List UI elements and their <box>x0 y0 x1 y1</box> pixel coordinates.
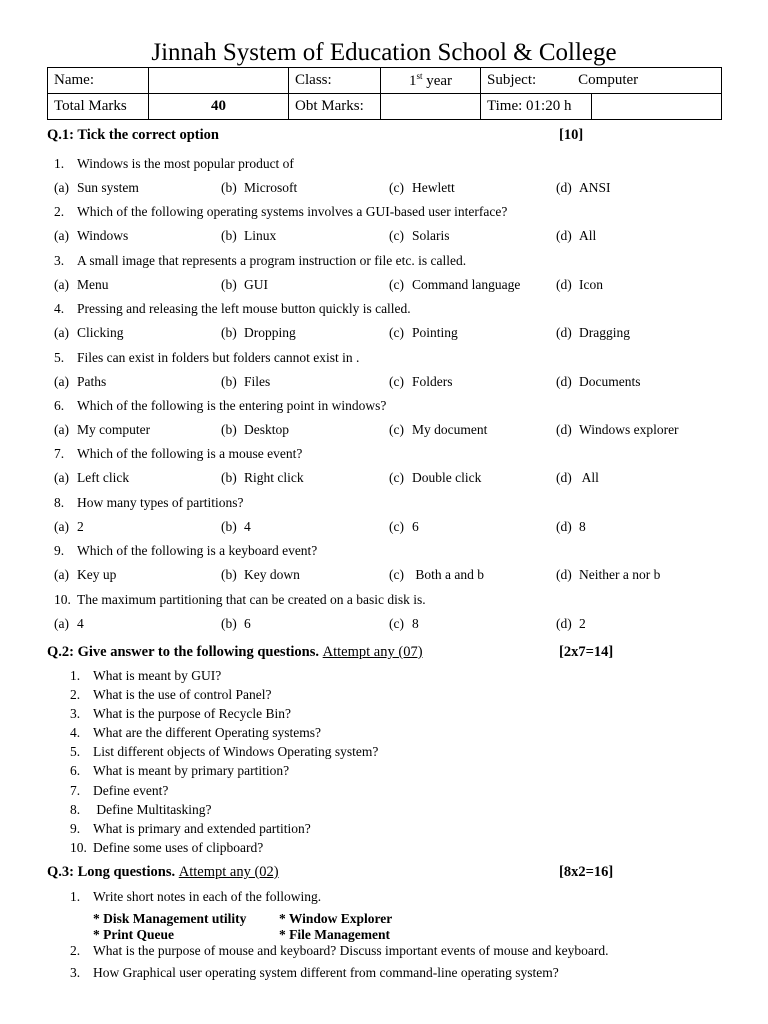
item-text: What is meant by primary partition? <box>93 763 290 779</box>
item-number: 1. <box>70 668 81 683</box>
option-d[interactable] <box>556 275 603 295</box>
option-a[interactable] <box>54 372 106 392</box>
q3-item-3 <box>70 963 559 983</box>
item-number: 6. <box>70 763 81 779</box>
option-b[interactable] <box>221 275 268 295</box>
question-number: 6. <box>54 398 65 413</box>
question-number: 4. <box>54 301 65 317</box>
option-text: ANSI <box>579 180 611 195</box>
item-number: 3. <box>70 706 81 722</box>
item-text: List different objects of Windows Operating system? <box>93 744 379 760</box>
option-letter: (b) <box>221 470 237 486</box>
question-text: How many types of partitions? <box>77 494 244 510</box>
option-c[interactable] <box>389 517 419 537</box>
q3-item-1 <box>70 887 321 907</box>
question-number: 1. <box>54 156 65 171</box>
mcq-question <box>54 541 754 561</box>
option-letter: (b) <box>221 518 237 534</box>
option-text: Dropping <box>244 325 296 341</box>
option-d[interactable] <box>556 614 586 634</box>
item-text: What is primary and extended partition? <box>93 820 311 836</box>
option-text: 6 <box>244 615 251 631</box>
option-text: Microsoft <box>244 180 298 195</box>
option-d[interactable] <box>556 565 660 585</box>
option-text: Folders <box>412 373 453 389</box>
option-d[interactable] <box>556 323 630 343</box>
mcq-options <box>54 614 754 634</box>
item-text: How Graphical user operating system different from command-line operating system? <box>93 965 559 980</box>
item-number: 8. <box>70 801 81 817</box>
option-letter: (c) <box>389 518 404 534</box>
option-letter: (a) <box>54 373 69 389</box>
q2-heading <box>47 642 727 662</box>
q1-heading <box>47 125 727 145</box>
student-info-table <box>47 67 722 120</box>
option-text: Icon <box>579 276 603 292</box>
option-letter: (b) <box>221 567 237 583</box>
option-letter: (b) <box>221 276 237 292</box>
mcq-options <box>54 275 754 295</box>
option-text: Key down <box>244 567 300 583</box>
option-d[interactable] <box>556 468 599 488</box>
time-extra-cell <box>592 94 722 120</box>
item-text: What is meant by GUI? <box>93 668 222 683</box>
obt-marks-label: Obt Marks: <box>289 94 381 120</box>
option-text: Desktop <box>244 422 289 437</box>
item-text: What is the use of control Panel? <box>93 687 272 703</box>
mcq-question <box>54 590 754 610</box>
item-text: Define Multitasking? <box>93 801 212 817</box>
option-d[interactable] <box>556 226 596 246</box>
option-text: Hewlett <box>412 180 455 195</box>
question-number: 8. <box>54 494 65 510</box>
total-marks-value: 40 <box>149 94 289 120</box>
q3-marks: [8x2=16] <box>559 864 614 880</box>
item-number: 2. <box>70 687 81 703</box>
mcq-options <box>54 372 754 392</box>
q2-item <box>52 819 378 838</box>
q3-item-2 <box>70 941 609 961</box>
option-text: Solaris <box>412 228 450 244</box>
option-text: 8 <box>579 518 586 534</box>
item-number: 2. <box>70 943 81 958</box>
option-text: My computer <box>77 422 151 437</box>
option-a[interactable] <box>54 226 128 246</box>
option-text: Key up <box>77 567 117 583</box>
option-text: Files <box>244 373 271 389</box>
option-letter: (d) <box>556 325 572 341</box>
item-text: Define some uses of clipboard? <box>93 839 264 855</box>
mcq-options <box>54 226 754 246</box>
q3-heading <box>47 862 727 882</box>
q2-item <box>52 800 378 819</box>
item-text: What is the purpose of mouse and keyboard? Discuss important events of mouse and keyboard. <box>93 943 609 958</box>
mcq-options <box>54 468 754 488</box>
option-letter: (a) <box>54 470 69 486</box>
option-b[interactable] <box>221 226 276 246</box>
option-letter: (a) <box>54 422 69 437</box>
school-title: Jinnah System of Education School & College <box>151 39 617 66</box>
option-text: 2 <box>77 518 84 534</box>
mcq-options <box>54 323 754 343</box>
sub-item-disk-management: * Disk Management utility <box>93 911 247 926</box>
question-text: Which of the following is a keyboard event? <box>77 543 318 559</box>
mcq-question <box>54 396 754 416</box>
option-letter: (d) <box>556 228 572 244</box>
question-text: Which of the following is the entering point in windows? <box>77 398 387 413</box>
q3-attempt: Attempt any (02) <box>178 864 279 880</box>
option-text: All <box>579 228 597 244</box>
subject-cell <box>481 68 722 94</box>
question-number: 2. <box>54 204 65 220</box>
mcq-question <box>54 444 754 464</box>
q2-item <box>52 781 378 800</box>
question-text: Pressing and releasing the left mouse button quickly is called. <box>77 301 411 317</box>
option-c[interactable] <box>389 226 450 246</box>
option-text: Linux <box>244 228 277 244</box>
item-number: 4. <box>70 725 81 741</box>
option-c[interactable] <box>389 178 455 198</box>
item-number: 10. <box>70 839 87 855</box>
option-text: 6 <box>412 518 419 534</box>
option-b[interactable] <box>221 178 297 198</box>
option-c[interactable] <box>389 275 520 295</box>
question-number: 7. <box>54 446 65 462</box>
option-d[interactable] <box>556 420 679 440</box>
option-c[interactable] <box>389 323 458 343</box>
option-letter: (b) <box>221 180 237 195</box>
option-text: Right click <box>244 470 304 486</box>
question-number: 10. <box>54 591 71 607</box>
q2-item <box>52 704 378 723</box>
mcq-options <box>54 420 754 440</box>
item-number: 7. <box>70 782 81 798</box>
option-letter: (d) <box>556 470 572 486</box>
option-text: Dragging <box>579 325 630 341</box>
time-label: Time: 01:20 h <box>481 94 592 120</box>
q1-title: Q.1: Tick the correct option <box>47 127 219 143</box>
sub-item-window-explorer: * Window Explorer <box>279 911 393 926</box>
mcq-question <box>54 493 754 513</box>
option-c[interactable] <box>389 420 487 440</box>
question-text: Files can exist in folders but folders cannot exist in . <box>77 349 360 365</box>
q2-item <box>52 723 378 742</box>
question-text: A small image that represents a program instruction or file etc. is called. <box>77 252 467 268</box>
mcq-question <box>54 299 754 319</box>
q2-item <box>52 742 378 761</box>
option-letter: (d) <box>556 373 572 389</box>
option-a[interactable] <box>54 420 150 440</box>
q2-title: Q.2: Give answer to the following questions. <box>47 644 320 660</box>
name-label: Name: <box>48 68 149 94</box>
option-a[interactable] <box>54 468 129 488</box>
option-d[interactable] <box>556 517 586 537</box>
q2-item <box>52 761 378 780</box>
option-letter: (d) <box>556 567 572 583</box>
option-text: 4 <box>77 615 84 631</box>
option-text: 8 <box>412 615 419 631</box>
option-b[interactable] <box>221 517 251 537</box>
option-letter: (a) <box>54 325 69 341</box>
option-text: Clicking <box>77 325 124 341</box>
mcq-options <box>54 517 754 537</box>
option-d[interactable] <box>556 372 641 392</box>
total-marks-label: Total Marks <box>48 94 149 120</box>
option-letter: (d) <box>556 276 572 292</box>
option-text: Left click <box>77 470 130 486</box>
option-letter: (c) <box>389 422 404 437</box>
option-d[interactable] <box>556 178 611 198</box>
item-number: 3. <box>70 965 81 980</box>
option-letter: (c) <box>389 615 404 631</box>
option-letter: (a) <box>54 228 69 244</box>
option-text: Windows explorer <box>579 422 679 437</box>
option-b[interactable] <box>221 323 296 343</box>
question-number: 3. <box>54 252 65 268</box>
q2-list <box>52 666 378 857</box>
mcq-options <box>54 178 754 198</box>
option-c[interactable] <box>389 468 481 488</box>
question-text: Which of the following operating systems involves a GUI-based user interface? <box>77 204 508 220</box>
option-letter: (a) <box>54 180 69 195</box>
q2-item <box>52 685 378 704</box>
subject-value: Computer <box>578 72 639 88</box>
option-text: Double click <box>412 470 482 486</box>
obt-marks-field[interactable] <box>381 94 481 120</box>
item-text: What is the purpose of Recycle Bin? <box>93 706 291 722</box>
option-b[interactable] <box>221 565 300 585</box>
option-text: My document <box>412 422 488 437</box>
item-number: 9. <box>70 820 81 836</box>
q2-attempt: Attempt any (07) <box>322 644 423 660</box>
option-text: Both a and b <box>412 567 484 583</box>
option-a[interactable] <box>54 614 84 634</box>
option-text: Windows <box>77 228 129 244</box>
option-letter: (c) <box>389 470 404 486</box>
q2-item <box>52 838 378 857</box>
option-text: Sun system <box>77 180 139 195</box>
option-letter: (d) <box>556 518 572 534</box>
mcq-question <box>54 154 754 174</box>
item-number: 5. <box>70 744 81 760</box>
q2-marks: [2x7=14] <box>559 644 614 660</box>
question-number: 5. <box>54 349 65 365</box>
option-a[interactable] <box>54 178 139 198</box>
option-letter: (b) <box>221 373 237 389</box>
option-a[interactable] <box>54 275 109 295</box>
option-letter: (d) <box>556 180 572 195</box>
item-text: What are the different Operating systems? <box>93 725 322 741</box>
question-text: Which of the following is a mouse event? <box>77 446 303 462</box>
option-letter: (c) <box>389 373 404 389</box>
option-b[interactable] <box>221 372 270 392</box>
option-text: Documents <box>579 373 641 389</box>
option-letter: (a) <box>54 615 69 631</box>
option-letter: (c) <box>389 325 404 341</box>
option-letter: (c) <box>389 567 404 583</box>
option-letter: (a) <box>54 567 69 583</box>
option-a[interactable] <box>54 565 116 585</box>
option-letter: (b) <box>221 615 237 631</box>
option-text: Paths <box>77 373 107 389</box>
option-letter: (a) <box>54 276 69 292</box>
option-c[interactable] <box>389 372 453 392</box>
option-c[interactable] <box>389 565 484 585</box>
option-b[interactable] <box>221 468 304 488</box>
class-value: 1st year <box>381 68 481 94</box>
class-label: Class: <box>289 68 381 94</box>
option-letter: (c) <box>389 228 404 244</box>
question-text: Windows is the most popular product of <box>77 156 294 171</box>
option-text: GUI <box>244 276 268 292</box>
item-number: 1. <box>70 889 81 904</box>
question-text: The maximum partitioning that can be created on a basic disk is. <box>77 591 426 607</box>
item-text: Define event? <box>93 782 169 798</box>
sub-item-print-queue: * Print Queue <box>93 927 174 942</box>
option-text: Neither a nor b <box>579 567 661 583</box>
option-text: Pointing <box>412 325 458 341</box>
sub-item-file-management: * File Management <box>279 927 390 942</box>
option-letter: (d) <box>556 422 572 437</box>
q2-item <box>52 666 378 685</box>
option-c[interactable] <box>389 614 419 634</box>
option-letter: (b) <box>221 228 237 244</box>
question-number: 9. <box>54 543 65 559</box>
option-letter: (c) <box>389 180 404 195</box>
option-b[interactable] <box>221 614 251 634</box>
q1-marks: [10] <box>559 127 584 143</box>
option-a[interactable] <box>54 517 84 537</box>
mcq-question <box>54 348 754 368</box>
option-letter: (c) <box>389 276 404 292</box>
option-text: 4 <box>244 518 251 534</box>
option-b[interactable] <box>221 420 289 440</box>
option-letter: (b) <box>221 325 237 341</box>
option-text: Command language <box>412 276 521 292</box>
item-text: Write short notes in each of the following. <box>93 889 322 904</box>
option-letter: (d) <box>556 615 572 631</box>
option-text: 2 <box>579 615 586 631</box>
option-letter: (a) <box>54 518 69 534</box>
mcq-question <box>54 202 754 222</box>
subject-label: Subject: <box>487 72 537 88</box>
option-a[interactable] <box>54 323 124 343</box>
option-text: All <box>579 470 599 486</box>
mcq-options <box>54 565 754 585</box>
mcq-question <box>54 251 754 271</box>
option-letter: (b) <box>221 422 237 437</box>
q3-title: Q.3: Long questions. <box>47 864 176 880</box>
option-text: Menu <box>77 276 109 292</box>
name-field[interactable] <box>149 68 289 94</box>
